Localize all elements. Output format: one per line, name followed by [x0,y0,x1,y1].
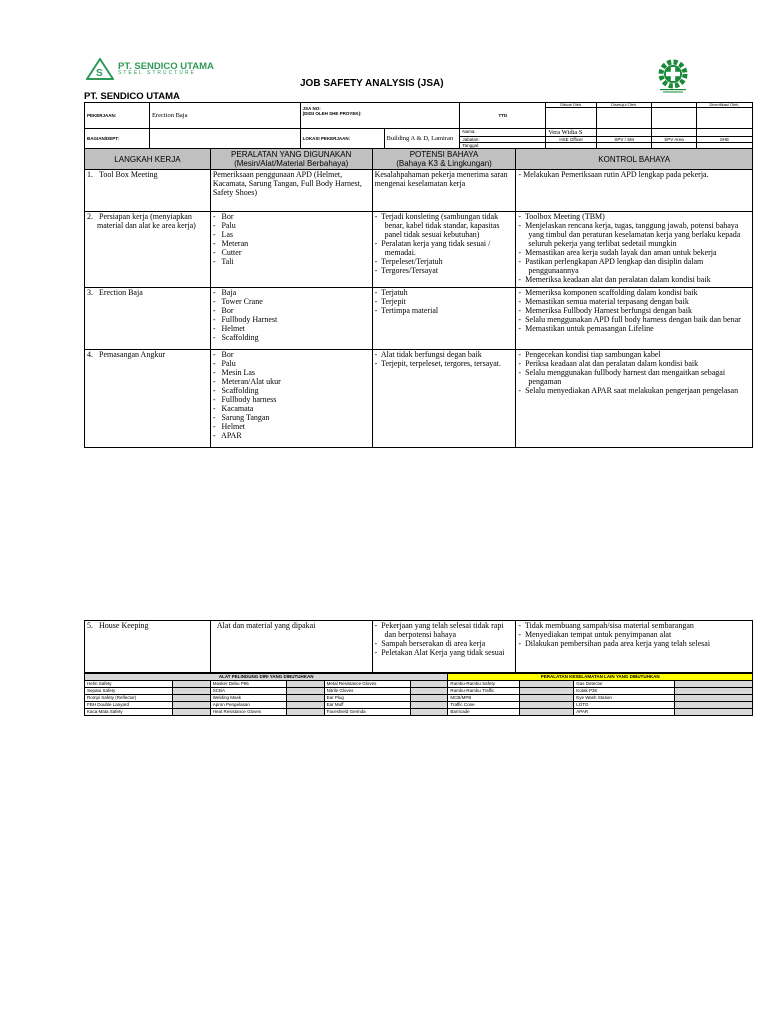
step-3-peralatan: - Baja - Tower Crane - Bor - Fullbody Harnest - Helmet - Scaffolding [210,288,372,350]
equipment-item: Metal Resistance Gloves [324,681,410,688]
jabatan-spv-area: SPV Area [652,137,697,143]
step-5-peralatan: Alat dan material yang dipakai [210,621,372,673]
jabatan-hse: HSE Officer [546,137,597,143]
step-4-peralatan: - Bor - Palu - Mesin Las - Meteran/Alat ukur - Scaffolding - Fullbody harness - Kacamata - Sarung Tangan - Helmet - APAR [210,350,372,448]
jsa-steps-table [84,148,753,448]
jsa-step5-table [84,620,753,673]
equipment-row [85,702,753,709]
equipment-row [85,681,753,688]
equipment-item: Kaca Mata Safety [85,709,173,716]
equipment-item: Nitrile Gloves [324,688,410,695]
svg-text:S: S [96,68,103,79]
step-1-kontrol: - Melakukan Pemeriksaan rutin APD lengkap pada pekerja. [516,170,753,212]
ttd-label: TTD [460,103,546,129]
step-1-potensi: Kesalahpahaman pekerja menerima saran mengenai keselamatan kerja [372,170,516,212]
equipment-item: Masker Debu P95 [210,681,286,688]
equipment-item: Helm Safety [85,681,173,688]
step-2-langkah: 2. Persiapan kerja (menyiapkan material dan alat ke area kerja) [85,212,211,288]
equipment-item: Rompi Safety (Reflector) [85,695,173,702]
lokasi-label: LOKASI PEKERJAAN: [300,129,384,149]
col-kontrol: KONTROL BAHAYA [516,149,753,170]
col-potensi-title: POTENSI BAHAYA [409,150,479,159]
nama-label: Nama: [460,129,546,137]
nama-value: Vera Widia S [546,129,597,137]
equipment-item: Rambu-Rambu Traffic [448,688,520,695]
equipment-item: Heat Resistance Gloves [210,709,286,716]
pekerjaan-value: Erection Baja [149,103,300,129]
col-peralatan: PERALATAN YANG DIGUNAKAN (Mesin/Alat/Material Berbahaya) [210,149,372,170]
other-equipment-title: PERALATAN KESELAMATAN LAIN YANG DIBUTUHKAN [448,674,753,681]
equipment-item: Kotak P3K [574,688,675,695]
step-2-potensi: - Terjadi konsleting (sambungan tidak benar, kabel tidak standar, kapasitas panel tidak sesuai kebutuhan) - Peralatan kerja yang tidak sesuai / memadai. - Terpeleset/Terjatuh - Tergores/Tersayat [372,212,516,288]
equipment-item: Traffic Cone [448,702,520,709]
equipment-item: APAR [574,709,675,716]
bagian-label: BAGIAN/DEPT: [85,129,150,149]
disetujui-cell [597,103,652,129]
step-row [85,170,753,212]
diverifikasi-label: Diverifikasi Oleh, [697,103,752,108]
col-potensi-sub: (Bahaya K3 & Lingkungan) [396,159,492,168]
equipment-row [85,709,753,716]
equipment-item: Welding Mask [210,695,286,702]
step-2-kontrol: - Toolbox Meeting (TBM) - Menjelaskan rencana kerja, tugas, tanggung jawab, potensi bahaya yang timbul dan peraturan keselamatan kerja yang berlaku kepada seluruh pekerja yang terlibat sedetail mungkin - Memastikan area kerja sudah layak dan aman untuk bekerja - Pastikan perlengkapan APD lengkap dan disiplin dalam penggunaannya - Memeriksa keadaan alat dan peralatan dalam kondisi baik [516,212,753,288]
lokasi-value: Building A & D, Lamiran [384,129,460,149]
dibuat-cell [546,103,597,129]
step-row [85,350,753,448]
equipment-item: Barricade [448,709,520,716]
company-name: PT. SENDICO UTAMA [84,91,180,102]
step-2-peralatan: - Bor - Palu - Las - Meteran - Cutter - Tali [210,212,372,288]
equipment-row [85,695,753,702]
step-row [85,621,753,673]
col-langkah: LANGKAH KERJA [85,149,211,170]
equipment-item: FBH Double Lanyard [85,702,173,709]
step-row [85,288,753,350]
blank-sign-cell [652,103,697,129]
bagian-value [149,129,300,149]
equipment-item: Apron Pengelasan [210,702,286,709]
logo-company-sub: STEEL STRUCTURE [118,70,196,77]
equipment-item: LOTO [574,702,675,709]
equipment-row [85,688,753,695]
jabatan-label: Jabatan: [460,137,546,143]
jabatan-she: SHE [697,137,753,143]
dibuat-label: Dibuat Oleh, [546,103,596,108]
step-4-potensi: - Alat tidak berfungsi degan baik - Terjepit, terpeleset, tergores, tersayat. [372,350,516,448]
step-3-kontrol: - Memeriksa komponen scaffolding dalam kondisi baik - Memastikan semua material terpasang dengan baik - Memeriksa Fullbody Harnest berfungsi dengan baik - Selalu menggunakan APD full body harness dengan baik dan benar - Memastikan untuk pemasangan Lifeline [516,288,753,350]
document-title: JOB SAFETY ANALYSIS (JSA) [300,78,444,89]
step-1-peralatan: Pemeriksaan penggunaan APD (Helmet, Kacamata, Sarung Tangan, Full Body Harnest, Safety Shoes) [210,170,372,212]
step-5-langkah: 5. House Keeping [85,621,211,673]
diverifikasi-cell [697,103,753,129]
step-1-langkah: 1. Tool Box Meeting [85,170,211,212]
step-5-potensi: - Pekerjaan yang telah selesai tidak rapi dan berpotensi bahaya - Sampah berserakan di area kerja - Peletakan Alat Kerja yang tidak sesuai [372,621,516,673]
step-3-langkah: 3. Erection Baja [85,288,211,350]
pekerjaan-label: PEKERJAAN: [85,103,150,129]
equipment-item: MCB/MPB [448,695,520,702]
equipment-item: Eye Wash Station [574,695,675,702]
equipment-item: Sepatu Safety [85,688,173,695]
jsa-no-label: JSA NO: [302,106,321,111]
apd-title: ALAT PELINDUNG DIRI YANG DIBUTUHKAN [85,674,448,681]
equipment-item: Gas Detector [574,681,675,688]
tanggal-label: Tanggal: [460,143,546,149]
step-row [85,212,753,288]
equipment-item: Ear Muff [324,702,410,709]
k3-safety-logo-icon [652,58,694,94]
equipment-item: Ear Plug [324,695,410,702]
step-3-potensi: - Terjatuh - Terjepit - Tertimpa material [372,288,516,350]
col-potensi [372,149,516,170]
equipment-item: Faceshield Gerinda [324,709,410,716]
equipment-item: Rambu-Rambu Safety [448,681,520,688]
company-logo [86,58,214,80]
logo-company-name: PT. SENDICO UTAMA [118,60,214,72]
jsa-no-field [300,103,460,129]
equipment-item: SCBA [210,688,286,695]
company-logo-icon [86,58,114,80]
jabatan-spv-sm: SPV / SM [597,137,652,143]
step-4-langkah: 4. Pemasangan Angkur [85,350,211,448]
disetujui-label: Disetujui Oleh, [597,103,651,108]
equipment-table [84,673,753,716]
step-4-kontrol: - Pengecekan kondisi tiap sambungan kabel - Periksa keadaan alat dan peralatan dalam kondisi baik - Selalu menggunakan fullbody harnest dan mengaitkan sebagai pengaman - Selalu menyediakan APAR saat melakukan pengerjaan pengelasan [516,350,753,448]
step-5-kontrol: - Tidak membuang sampah/sisa material sembarangan - Menyediakan tempat untuk penyimpanan alat - Dilakukan pembersihan pada area kerja yang telah selesai [516,621,753,673]
jsa-header-table [84,102,753,149]
jsa-no-sub: (DIISI OLEH SHE PROYEK): [302,111,362,116]
